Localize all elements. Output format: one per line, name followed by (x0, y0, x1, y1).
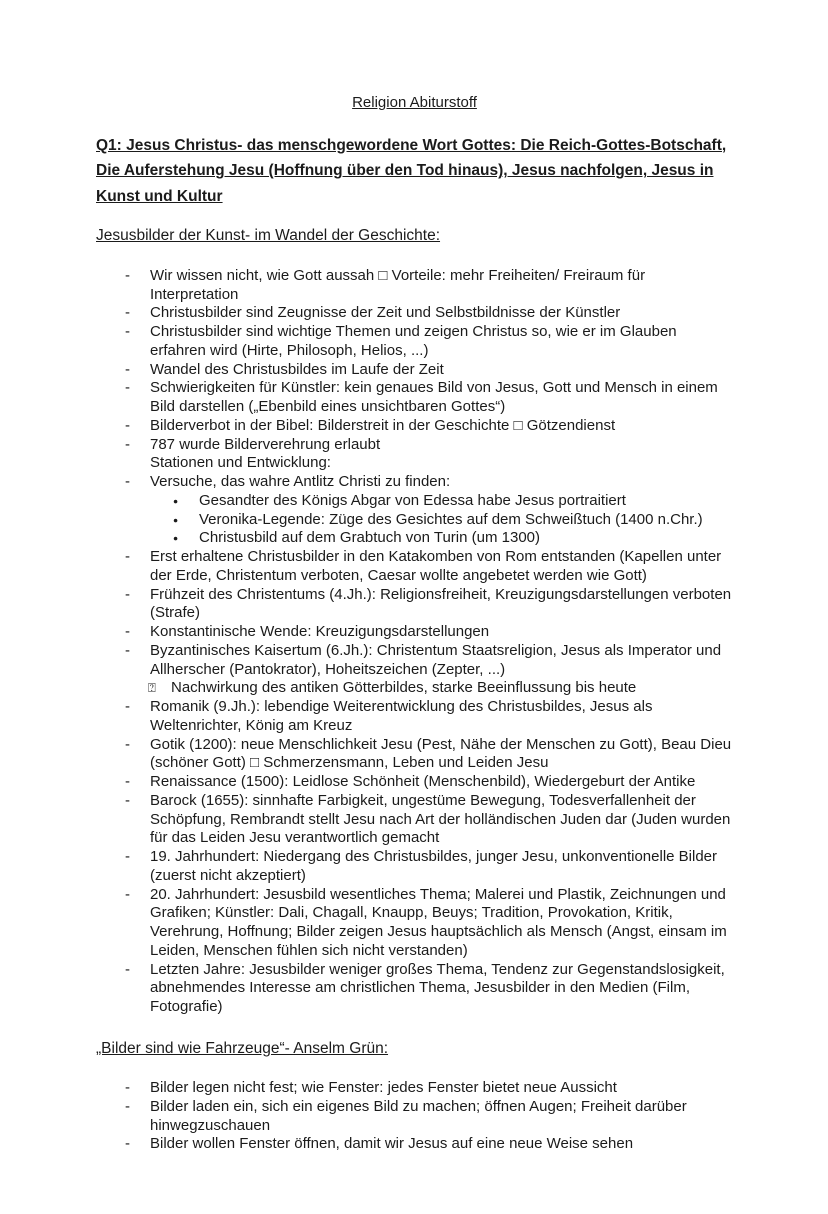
list-item (96, 848, 733, 886)
list-item (96, 323, 733, 361)
dash-bullet: - (125, 1135, 130, 1153)
dash-bullet: - (125, 773, 130, 791)
dash-bullet: - (125, 698, 130, 716)
list-item-text: Wir wissen nicht, wie Gott aussah □ Vorteile: mehr Freiheiten/ Freiraum für Interpretation (150, 266, 646, 303)
dash-bullet: - (125, 435, 130, 453)
main-heading: Q1: Jesus Christus- das menschgewordene Wort Gottes: Die Reich-Gottes-Botschaft, Die Auferstehung Jesu (Hoffnung über den Tod hinaus), Jesus nachfolgen, Jesus in Kunst und Kultur (96, 136, 727, 205)
list-item-text: Barock (1655): sinnhafte Farbigkeit, ungestüme Bewegung, Todesverfallenheit der Schöpfung, Rembrandt stellt Jesu nach Art der holländischen Juden dar (Juden wurden für das Leiden Jesu verantwortlich gemacht (150, 791, 731, 847)
dash-bullet: - (125, 360, 130, 378)
list-item-text: Nachwirkung des antiken Götterbildes, starke Beeinflussung bis heute (171, 679, 637, 697)
list-item (96, 642, 733, 680)
list-item (96, 529, 733, 548)
list-item-text: Gesandter des Königs Abgar von Edessa habe Jesus portraitiert (199, 491, 626, 509)
section-heading-jesusbilder: Jesusbilder der Kunst- im Wandel der Geschichte: (96, 227, 441, 245)
bullet-list-jesusbilder (96, 267, 733, 1017)
dash-bullet: - (125, 548, 130, 566)
list-item-text: 19. Jahrhundert: Niedergang des Christusbildes, junger Jesu, unkonventionelle Bilder (zuerst nicht akzeptiert) (150, 848, 718, 884)
list-item (96, 417, 733, 436)
list-item-text: 20. Jahrhundert: Jesusbild wesentliches Thema; Malerei und Plastik, Zeichnungen und Grafiken; Künstler: Dali, Chagall, Knaupp, Beuys; Tradition, Provokation, Kritik, Verehrung, Hoffnung; Bilder zeigen Jesus hauptsächlich als Mensch (Angst, einsam im Leiden, Menschen fühlen sich nicht verstanden) (150, 885, 727, 959)
list-item-text: 787 wurde Bilderverehrung erlaubt (150, 435, 381, 453)
list-item (96, 792, 733, 848)
list-item (96, 623, 733, 642)
dot-bullet: ● (173, 514, 179, 525)
list-item (96, 267, 733, 305)
dash-bullet: - (125, 848, 130, 866)
list-item (96, 736, 733, 774)
dash-bullet: - (125, 304, 130, 322)
list-item (96, 1079, 733, 1098)
list-item (96, 379, 733, 417)
list-item-text: Bilder laden ein, sich ein eigenes Bild zu machen; öffnen Augen; Freiheit darüber hinwegzuschauen (150, 1097, 687, 1134)
list-item-text: Konstantinische Wende: Kreuzigungsdarstellungen (150, 623, 490, 641)
list-item (96, 586, 733, 624)
dot-bullet: ● (173, 533, 179, 544)
list-item-text: Bilder wollen Fenster öffnen, damit wir Jesus auf eine neue Weise sehen (150, 1135, 634, 1153)
dash-bullet: - (125, 960, 130, 978)
list-item (96, 304, 733, 323)
list-item (96, 961, 733, 1017)
bullet-list-fahrzeuge (96, 1079, 733, 1154)
list-item-text: Veronika-Legende: Züge des Gesichtes auf dem Schweißtuch (1400 n.Chr.) (199, 510, 703, 528)
list-item (96, 492, 733, 511)
list-item-text: Romanik (9.Jh.): lebendige Weiterentwicklung des Christusbildes, Jesus als Weltenrichter, König am Kreuz (150, 698, 653, 734)
dash-bullet: - (125, 641, 130, 659)
dash-bullet: - (125, 266, 130, 284)
list-item-text: Christusbild auf dem Grabtuch von Turin (um 1300) (199, 529, 540, 547)
list-item-text: Byzantinisches Kaisertum (6.Jh.): Christentum Staatsreligion, Jesus als Imperator und Allherscher (Pantokrator), Hoheitszeichen (Zepter, ...) (150, 641, 722, 678)
list-item-text: Stationen und Entwicklung: (150, 454, 331, 472)
list-item (96, 1098, 733, 1136)
dash-bullet: - (125, 585, 130, 603)
dash-bullet: - (125, 416, 130, 434)
list-item-text: Bilderverbot in der Bibel: Bilderstreit in der Geschichte □ Götzendienst (150, 416, 616, 434)
list-item-text: Versuche, das wahre Antlitz Christi zu finden: (150, 473, 451, 491)
list-item (96, 1135, 733, 1154)
list-item-text: Frühzeit des Christentums (4.Jh.): Religionsfreiheit, Kreuzigungsdarstellungen verboten (Strafe) (150, 585, 732, 622)
dash-bullet: - (125, 623, 130, 641)
list-item (96, 679, 733, 698)
list-item-text: Letzten Jahre: Jesusbilder weniger großes Thema, Tendenz zur Gegenstandslosigkeit, abnehmendes Interesse am christlichen Thema, Jesusbilder in den Medien (Film, Fotografie) (150, 960, 725, 1016)
list-item-text: Renaissance (1500): Leidlose Schönheit (Menschenbild), Wiedergeburt der Antike (150, 773, 696, 791)
list-item (96, 773, 733, 792)
list-item-text: Christusbilder sind wichtige Themen und zeigen Christus so, wie er im Glauben erfahren wird (Hirte, Philosoph, Helios, ...) (150, 323, 677, 359)
list-item (96, 361, 733, 380)
list-item-text: Wandel des Christusbildes im Laufe der Zeit (150, 360, 444, 378)
dot-bullet: ● (173, 495, 179, 506)
list-item (96, 548, 733, 586)
list-item-text: Gotik (1200): neue Menschlichkeit Jesu (Pest, Nähe der Menschen zu Gott), Beau Dieu (schöner Gott) □ Schmerzensmann, Leben und Leiden Jesu (150, 735, 732, 772)
dash-bullet: - (125, 323, 130, 341)
dash-bullet: - (125, 735, 130, 753)
list-item (96, 436, 733, 455)
list-item (96, 698, 733, 736)
list-item (96, 473, 733, 492)
dash-bullet: - (125, 379, 130, 397)
list-item-text: Bilder legen nicht fest; wie Fenster: jedes Fenster bietet neue Aussicht (150, 1079, 617, 1097)
dash-bullet: - (125, 885, 130, 903)
dash-bullet: - (125, 473, 130, 491)
list-item (96, 454, 733, 473)
list-item-text: Erst erhaltene Christusbilder in den Katakomben von Rom entstanden (Kapellen unter der Erde, Christentum verboten, Caesar wollte angebetet werden wie Gott) (150, 548, 722, 584)
list-item (96, 511, 733, 530)
dash-bullet: - (125, 1079, 130, 1097)
list-item-text: Christusbilder sind Zeugnisse der Zeit und Selbstbildnisse der Künstler (150, 304, 621, 322)
missing-glyph-box: ⍰ (148, 680, 156, 696)
list-item (96, 886, 733, 961)
section-heading-fahrzeuge: „Bilder sind wie Fahrzeuge“- Anselm Grün: (96, 1039, 389, 1057)
dash-bullet: - (125, 791, 130, 809)
dash-bullet: - (125, 1097, 130, 1115)
document-title: Religion Abiturstoff (352, 94, 477, 111)
list-item-text: Schwierigkeiten für Künstler: kein genaues Bild von Jesus, Gott und Mensch in einem Bild darstellen („Ebenbild eines unsichtbaren Gottes“) (150, 379, 718, 416)
